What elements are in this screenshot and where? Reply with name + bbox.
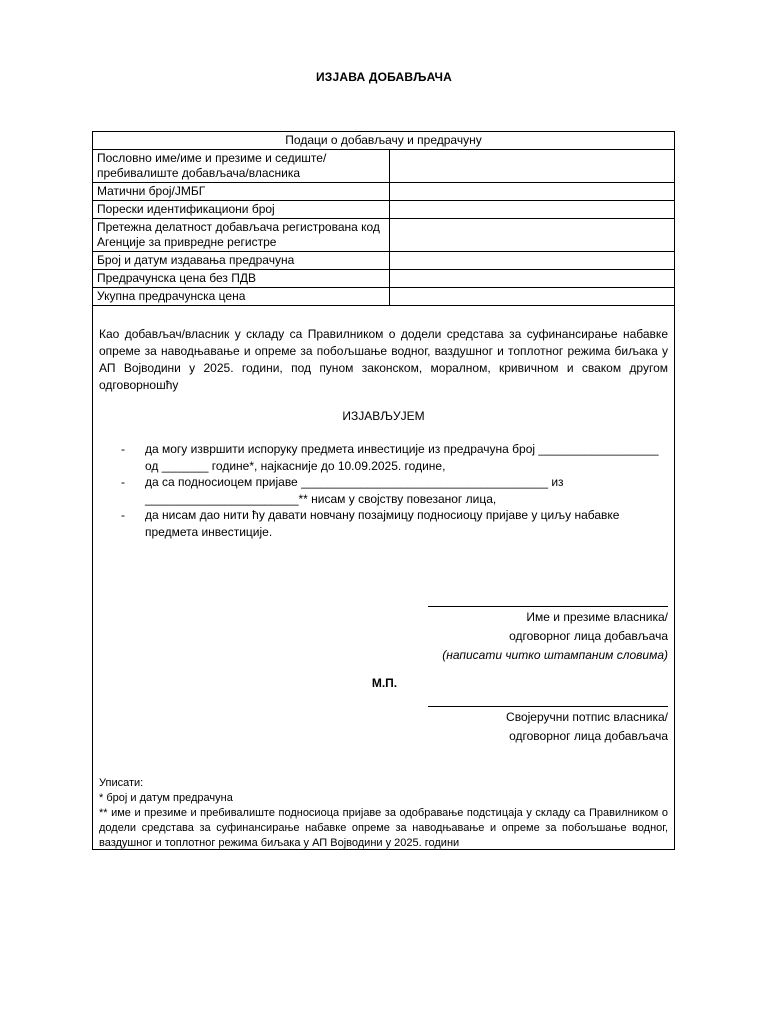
row-value-registration-number[interactable]: [390, 183, 675, 201]
row-value-invoice-number-date[interactable]: [390, 252, 675, 270]
table-row: [93, 183, 674, 201]
list-item-text: да нисам дао нити ћу давати новчану позајмицу подносиоцу пријаве у циљу набавке предмета инвестиције.: [145, 508, 620, 539]
name-caption-line2: одговорног лица добављача: [509, 629, 668, 643]
table-row: [93, 219, 674, 252]
declaration-list: [117, 441, 668, 540]
row-label-price-without-vat: Предрачунска цена без ПДВ: [93, 270, 390, 288]
table-row: [93, 201, 674, 219]
declaration-frame: [92, 131, 675, 850]
name-signature-caption: [442, 608, 668, 665]
row-label-business-name: Пословно име/име и презиме и седиште/пребивалиште добављача/власника: [93, 150, 390, 183]
row-label-tax-id: Порески идентификациони број: [93, 201, 390, 219]
document-title: ИЗЈАВА ДОБАВЉАЧА: [315, 70, 453, 84]
handwritten-signature-line[interactable]: [428, 706, 668, 707]
footnote-1: * број и датум предрачуна: [99, 792, 233, 804]
signature-caption-line2: одговорног лица добављача: [509, 729, 668, 743]
row-label-main-activity: Претежна делатност добављача регистрована код Агенције за привредне регистре: [93, 219, 390, 252]
list-item-text: да могу извршити испоруку предмета инвестиције из предрачуна број __________________ од _______ године*, најкасније до 10.09.2025. године,: [145, 442, 659, 473]
list-item: [117, 441, 668, 474]
name-caption-line3: (написати читко штампаним словима): [442, 648, 668, 662]
table-row: [93, 270, 674, 288]
row-value-tax-id[interactable]: [390, 201, 675, 219]
supplier-data-table: [93, 132, 674, 306]
intro-paragraph: Као добављач/власник у складу са Правилником о додели средстава за суфинансирање набавке опреме за наводњавање и опреме за побољшање водног, ваздушног и топлотног режима биљака у АП Војводини у 2025. години, под пуном законском, моралном, кривичном и сваком другом одговорношћу: [99, 327, 668, 392]
name-signature-line[interactable]: [428, 606, 668, 607]
table-row: [93, 288, 674, 306]
signature-caption-line1: Својеручни потпис власника/: [506, 710, 668, 724]
footnote-heading: Уписати:: [99, 777, 144, 789]
row-label-total-price: Укупна предрачунска цена: [93, 288, 390, 306]
table-header-row: [93, 132, 674, 150]
row-value-price-without-vat[interactable]: [390, 270, 675, 288]
footnote-2: ** име и презиме и пребивалиште подносиоца пријаве за одобравање подстицаја у складу са Правилником о додели средстава за суфинансирање набавке опреме за наводњавање и опреме за побољшање водног, ваздушног и топлотног режима биљака у АП Војводини у 2025. години: [99, 807, 668, 849]
table-header: Подаци о добављачу и предрачуну: [93, 132, 674, 150]
stamp-placeholder: М.П.: [371, 676, 398, 690]
footnotes: [99, 776, 668, 851]
list-item: [117, 474, 668, 507]
list-dash: -: [121, 508, 125, 522]
row-label-invoice-number-date: Број и датум издавања предрачуна: [93, 252, 390, 270]
row-value-total-price[interactable]: [390, 288, 675, 306]
handwritten-signature-caption: [506, 708, 668, 746]
row-label-registration-number: Матични број/ЈМБГ: [93, 183, 390, 201]
list-dash: -: [121, 475, 125, 489]
list-dash: -: [121, 442, 125, 456]
list-item-text: да са подносиоцем пријаве _____________________________________ из _______________________** нисам у својству повезаног лица,: [145, 475, 564, 506]
table-row: [93, 252, 674, 270]
table-row: [93, 150, 674, 183]
row-value-business-name[interactable]: [390, 150, 675, 183]
list-item: [117, 507, 668, 540]
name-caption-line1: Име и презиме власника/: [526, 610, 668, 624]
row-value-main-activity[interactable]: [390, 219, 675, 252]
declaration-heading: ИЗЈАВЉУЈЕМ: [342, 409, 425, 423]
